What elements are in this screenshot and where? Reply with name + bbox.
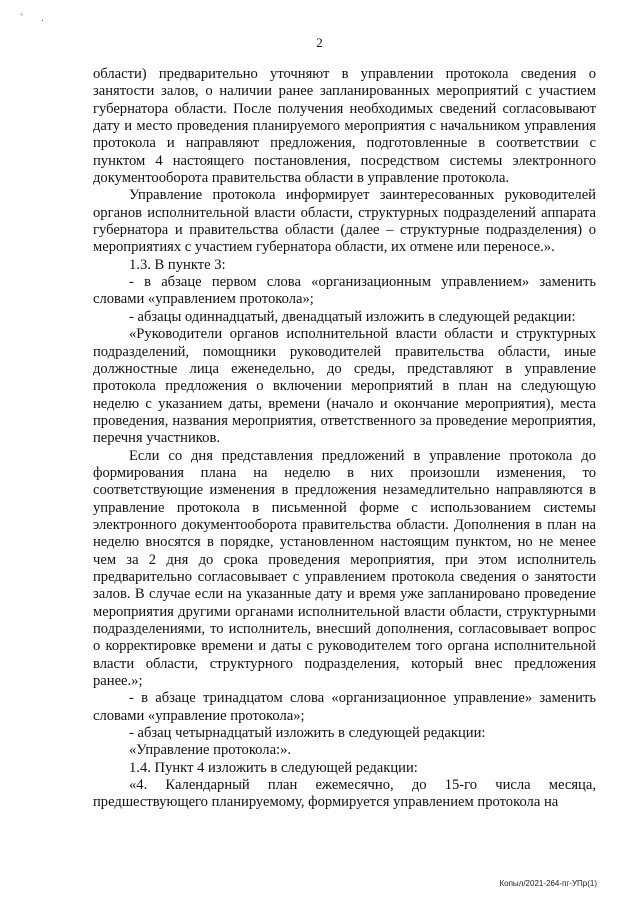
document-body [93, 66, 596, 812]
scan-speck: . [41, 14, 44, 24]
scan-speck: ` [20, 14, 25, 24]
paragraph: - в абзаце тринадцатом слова «организационное управление» заменить словами «управление протокола»; [93, 690, 596, 724]
paragraph: - абзацы одиннадцатый, двенадцатый изложить в следующей редакции: [129, 308, 576, 325]
paragraph: «Руководители органов исполнительной власти области и структурных подразделений, помощники руководителей правительства области, иные должностные лица еженедельно, до среды, представляют в управление протокола предложения о включении мероприятий в план на следующую неделю с указанием даты, времени (начало и окончание мероприятия), места проведения, названия мероприятия, ответственного за проведение мероприятия, перечня участников. [93, 326, 596, 447]
paragraph: 1.3. В пункте 3: [129, 256, 226, 273]
paragraph: - в абзаце первом слова «организационным управлением» заменить словами «управлением протокола»; [93, 274, 596, 308]
paragraph: «Управление протокола:». [129, 742, 292, 759]
footer-code: Копыл/2021-264-пг-УПр(1) [499, 879, 597, 888]
paragraph: области) предварительно уточняют в управлении протокола сведения о занятости залов, о наличии ранее запланированных мероприятий с участием губернатора области. После получения необходимых сведений согласовывают дату и место проведения планируемого мероприятия с начальником управления протокола и направляют предложения, подготовленные в соответствии с пунктом 4 настоящего постановления, посредством системы электронного документооборота правительства области в управление протокола. [93, 66, 596, 187]
paragraph: «4. Календарный план ежемесячно, до 15-го числа месяца, предшествующего планируемому, формируется управлением протокола на [93, 777, 596, 811]
paragraph: 1.4. Пункт 4 изложить в следующей редакции: [129, 759, 418, 776]
paragraph: - абзац четырнадцатый изложить в следующей редакции: [129, 725, 486, 742]
paragraph: Если со дня представления предложений в управление протокола до формирования плана на неделю в них произошли изменения, то соответствующие изменения в предложения незамедлительно направляются в управление протокола в письменной форме с использованием системы электронного документооборота правительства области. Дополнения в план на неделю вносятся в порядке, установленном настоящим пунктом, но не менее чем за 2 дня до срока проведения мероприятия, при этом исполнитель предварительно согласовывает с управлением протокола сведения о занятости залов. В случае если на указанные дату и время уже запланировано проведение мероприятия другими органами исполнительной власти области, структурными подразделениями, то исполнитель, внесший дополнения, согласовывает вопрос о корректировке времени и даты с руководителем того органа исполнительной власти области, структурного подразделения, который внес предложения ранее.»; [93, 447, 596, 690]
paragraph: Управление протокола информирует заинтересованных руководителей органов исполнительной власти области, структурных подразделений аппарата губернатора и правительства области (далее – структурные подразделения) о мероприятиях с участием губернатора области, их отмене или переносе.». [93, 187, 596, 256]
page-number: 2 [316, 35, 323, 50]
